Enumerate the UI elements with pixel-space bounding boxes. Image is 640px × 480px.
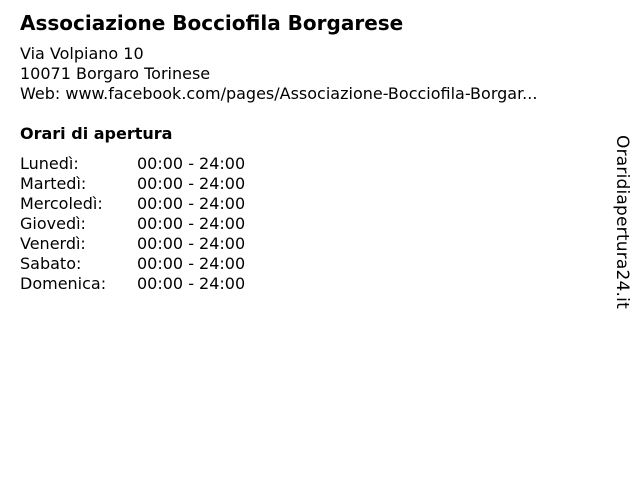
street-address: Via Volpiano 10 xyxy=(20,44,144,63)
time-range: 00:00 - 24:00 xyxy=(137,274,246,293)
day-label: Giovedì: xyxy=(20,214,86,233)
website-line xyxy=(20,84,537,104)
city-address: 10071 Borgaro Torinese xyxy=(20,64,211,83)
day-label: Martedì: xyxy=(20,174,87,193)
day-label: Venerdì: xyxy=(20,234,86,253)
day-label: Domenica: xyxy=(20,274,107,293)
time-range: 00:00 - 24:00 xyxy=(137,234,246,253)
time-range: 00:00 - 24:00 xyxy=(137,254,246,273)
opening-hours-title: Orari di apertura xyxy=(20,124,173,143)
day-label: Sabato: xyxy=(20,254,82,273)
time-range: 00:00 - 24:00 xyxy=(137,174,246,193)
site-watermark: Oraridiapertura24.it xyxy=(612,135,632,309)
address-block xyxy=(20,44,537,104)
website-link[interactable]: www.facebook.com/pages/Associazione-Bocciofila-Borgar... xyxy=(65,84,538,103)
time-range: 00:00 - 24:00 xyxy=(137,154,246,173)
web-label: Web: xyxy=(20,84,66,103)
time-range: 00:00 - 24:00 xyxy=(137,194,246,213)
business-name: Associazione Bocciofila Borgarese xyxy=(20,11,404,35)
day-label: Lunedì: xyxy=(20,154,79,173)
time-range: 00:00 - 24:00 xyxy=(137,214,246,233)
day-label: Mercoledì: xyxy=(20,194,103,213)
